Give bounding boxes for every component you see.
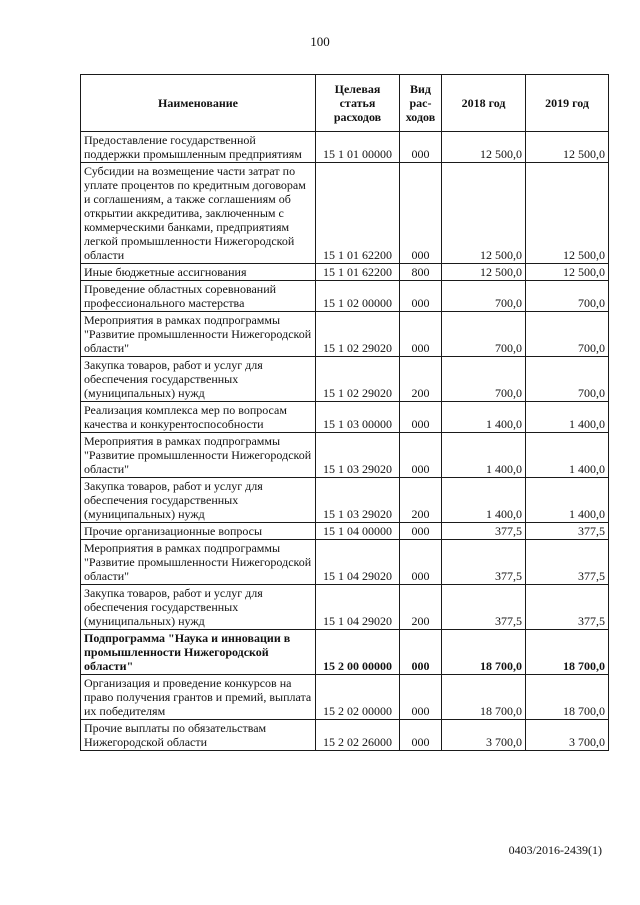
row-value-2018: 12 500,0 (442, 264, 526, 281)
table-row (81, 675, 609, 720)
table-row (81, 523, 609, 540)
row-name: Закупка товаров, работ и услуг для обеспечения государственных (муниципальных) нужд (81, 357, 316, 402)
row-name: Мероприятия в рамках подпрограммы "Развитие промышленности Нижегородской области" (81, 433, 316, 478)
header-name: Наименование (81, 75, 316, 132)
row-target-code: 15 1 03 29020 (316, 433, 400, 478)
row-name: Проведение областных соревнований профессионального мастерства (81, 281, 316, 312)
row-target-code: 15 1 01 00000 (316, 132, 400, 163)
row-target-code: 15 2 02 26000 (316, 720, 400, 751)
row-value-2018: 18 700,0 (442, 630, 526, 675)
table-row (81, 281, 609, 312)
row-value-2019: 700,0 (526, 357, 609, 402)
header-expense-type: Вид рас-ходов (400, 75, 442, 132)
row-value-2019: 700,0 (526, 281, 609, 312)
row-expense-type: 000 (400, 433, 442, 478)
row-name: Субсидии на возмещение части затрат по уплате процентов по кредитным договорам и соглашениям, а также соглашениям об открытии аккредитива, заключенным с коммерческими банками, предприятиям легкой промышленности Нижегородской области (81, 163, 316, 264)
table-body (81, 132, 609, 751)
document-code: 0403/2016-2439(1) (508, 843, 602, 857)
row-expense-type: 000 (400, 523, 442, 540)
row-target-code: 15 1 02 29020 (316, 357, 400, 402)
table-row (81, 264, 609, 281)
row-name: Мероприятия в рамках подпрограммы "Развитие промышленности Нижегородской области" (81, 312, 316, 357)
budget-table (80, 74, 609, 751)
row-expense-type: 200 (400, 357, 442, 402)
row-name: Закупка товаров, работ и услуг для обеспечения государственных (муниципальных) нужд (81, 585, 316, 630)
row-value-2019: 377,5 (526, 585, 609, 630)
row-value-2019: 12 500,0 (526, 163, 609, 264)
row-name: Мероприятия в рамках подпрограммы "Развитие промышленности Нижегородской области" (81, 540, 316, 585)
table-row (81, 720, 609, 751)
row-value-2019: 12 500,0 (526, 264, 609, 281)
row-expense-type: 800 (400, 264, 442, 281)
row-value-2019: 700,0 (526, 312, 609, 357)
row-value-2018: 377,5 (442, 585, 526, 630)
row-expense-type: 000 (400, 402, 442, 433)
row-expense-type: 000 (400, 281, 442, 312)
row-target-code: 15 1 04 29020 (316, 540, 400, 585)
row-name: Предоставление государственной поддержки промышленным предприятиям (81, 132, 316, 163)
row-target-code: 15 2 00 00000 (316, 630, 400, 675)
row-target-code: 15 1 03 00000 (316, 402, 400, 433)
row-name: Организация и проведение конкурсов на право получения грантов и премий, выплата их победителям (81, 675, 316, 720)
row-value-2018: 1 400,0 (442, 402, 526, 433)
row-value-2018: 12 500,0 (442, 163, 526, 264)
row-target-code: 15 2 02 00000 (316, 675, 400, 720)
table-row (81, 312, 609, 357)
header-target-code: Целевая статья расходов (316, 75, 400, 132)
row-expense-type: 000 (400, 675, 442, 720)
table-row (81, 433, 609, 478)
row-value-2018: 1 400,0 (442, 478, 526, 523)
row-expense-type: 000 (400, 540, 442, 585)
row-expense-type: 000 (400, 720, 442, 751)
row-value-2019: 18 700,0 (526, 630, 609, 675)
row-value-2018: 377,5 (442, 540, 526, 585)
table-row (81, 357, 609, 402)
table-row (81, 402, 609, 433)
row-name: Реализация комплекса мер по вопросам качества и конкурентоспособности (81, 402, 316, 433)
row-name: Иные бюджетные ассигнования (81, 264, 316, 281)
row-target-code: 15 1 01 62200 (316, 264, 400, 281)
header-year-2018: 2018 год (442, 75, 526, 132)
row-value-2019: 12 500,0 (526, 132, 609, 163)
table-row (81, 630, 609, 675)
row-value-2018: 1 400,0 (442, 433, 526, 478)
table-row (81, 132, 609, 163)
table-row (81, 540, 609, 585)
row-value-2019: 377,5 (526, 523, 609, 540)
row-target-code: 15 1 04 29020 (316, 585, 400, 630)
row-name: Прочие организационные вопросы (81, 523, 316, 540)
row-value-2019: 1 400,0 (526, 402, 609, 433)
table-row (81, 478, 609, 523)
row-name: Закупка товаров, работ и услуг для обеспечения государственных (муниципальных) нужд (81, 478, 316, 523)
row-value-2018: 700,0 (442, 281, 526, 312)
row-value-2019: 1 400,0 (526, 433, 609, 478)
row-expense-type: 000 (400, 312, 442, 357)
table-header-row (81, 75, 609, 132)
row-value-2018: 377,5 (442, 523, 526, 540)
header-year-2019: 2019 год (526, 75, 609, 132)
row-target-code: 15 1 03 29020 (316, 478, 400, 523)
row-name: Подпрограмма "Наука и инновации в промышленности Нижегородской области" (81, 630, 316, 675)
row-name: Прочие выплаты по обязательствам Нижегородской области (81, 720, 316, 751)
row-target-code: 15 1 02 29020 (316, 312, 400, 357)
row-value-2019: 1 400,0 (526, 478, 609, 523)
table-row (81, 163, 609, 264)
row-value-2018: 3 700,0 (442, 720, 526, 751)
row-expense-type: 200 (400, 585, 442, 630)
row-expense-type: 200 (400, 478, 442, 523)
row-value-2018: 700,0 (442, 357, 526, 402)
row-target-code: 15 1 04 00000 (316, 523, 400, 540)
row-target-code: 15 1 01 62200 (316, 163, 400, 264)
table-row (81, 585, 609, 630)
row-target-code: 15 1 02 00000 (316, 281, 400, 312)
row-expense-type: 000 (400, 132, 442, 163)
row-value-2019: 377,5 (526, 540, 609, 585)
row-value-2018: 12 500,0 (442, 132, 526, 163)
row-expense-type: 000 (400, 163, 442, 264)
row-expense-type: 000 (400, 630, 442, 675)
row-value-2019: 18 700,0 (526, 675, 609, 720)
page-number: 100 (310, 34, 330, 49)
row-value-2018: 700,0 (442, 312, 526, 357)
row-value-2019: 3 700,0 (526, 720, 609, 751)
row-value-2018: 18 700,0 (442, 675, 526, 720)
